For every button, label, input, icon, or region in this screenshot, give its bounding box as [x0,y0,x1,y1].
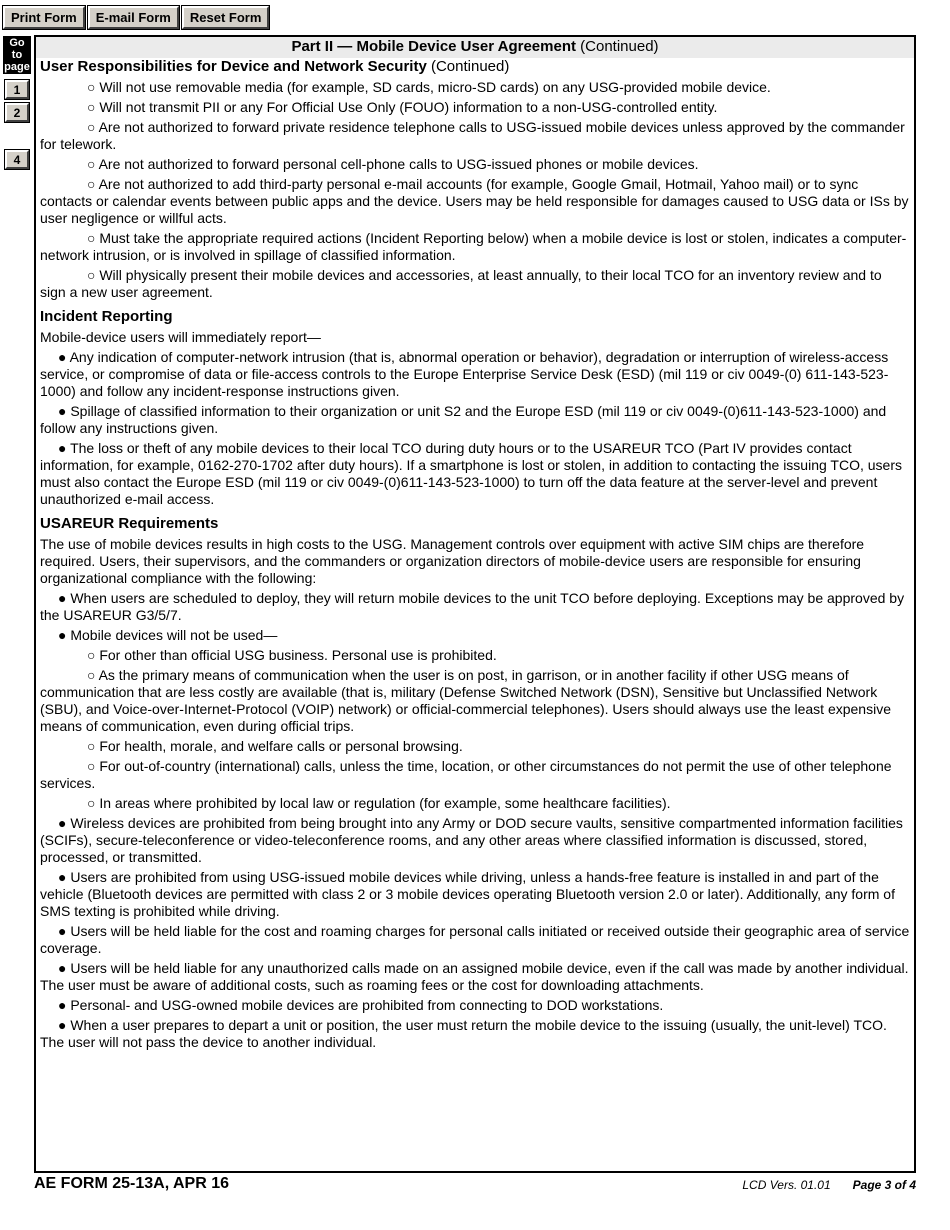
form-identifier: AE FORM 25-13A, APR 16 [34,1175,230,1192]
incident-intro: Mobile-device users will immediately report— [40,329,321,345]
usareur-item: ● When a user prepares to depart a unit or position, the user must return the mobile device to the issuing (usually, the unit-level) TCO. The user will not pass the device to another individual. [40,1017,887,1050]
usareur-item: ● Users will be held liable for the cost and roaming charges for personal calls initiated or received outside their geographic area of service coverage. [40,923,910,956]
usareur-sub-item: ○ As the primary means of communication when the user is on post, in garrison, or in another facility if other USG means of communication that are less costly are available (that is, military (Defense Switched Network (DSN), Sensitive but Unclassified Network (SBU), and Voice-over-Internet-Protocol (VOIP) network) or official-commercial telephones). Users should always use the least expensive means of communication, even during official trips. [40,667,891,734]
usareur-item: ● When users are scheduled to deploy, they will return mobile devices to the unit TCO before deploying. Exceptions may be approved by the USAREUR G3/5/7. [40,590,905,623]
incident-item: ● Spillage of classified information to their organization or unit S2 and the Europe ESD (mil 119 or civ 0049-(0)611-143-523-1000) and follow any instructions given. [40,403,887,436]
go-to-page-1-button[interactable]: 1 [5,80,29,99]
usareur-sub-item: ○ For health, morale, and welfare calls or personal browsing. [87,738,463,754]
go-to-page-line3: page [4,61,30,73]
responsibility-item: ○ Will not transmit PII or any For Official Use Only (FOUO) information to a non-USG-controlled entity. [87,99,718,115]
responsibility-item: ○ Are not authorized to forward personal cell-phone calls to USG-issued phones or mobile devices. [87,156,699,172]
incident-item: ● The loss or theft of any mobile devices to their local TCO during duty hours or to the USAREUR TCO (Part IV provides contact information, for example, 0162-270-1702 after duty hours). If a smartphone is lost or stolen, in addition to contacting the issuing TCO, users must also contact the Europe ESD (mil 119 or civ 0049-(0)611-143-523-1000) to turn off the data feature at the server-level and prevent unauthorized e-mail access. [40,440,902,507]
footer-meta [742,1177,916,1193]
usareur-sub-item: ○ For other than official USG business. Personal use is prohibited. [87,647,497,663]
print-form-button[interactable]: Print Form [3,6,85,29]
page-title: Part II — Mobile Device User Agreement [291,38,576,55]
usareur-item: ● Users will be held liable for any unauthorized calls made on an assigned mobile device, even if the call was made by another individual. The user must be aware of additional costs, such as roaming fees or the cost for downloading attachments. [40,960,909,993]
go-to-page-line1: Go [9,37,25,49]
page-number: Page 3 of 4 [852,1178,916,1192]
responsibility-item: ○ Must take the appropriate required actions (Incident Reporting below) when a mobile device is lost or stolen, indicates a computer-network intrusion, or is involved in spillage of classified information. [40,230,907,263]
go-to-page-2-button[interactable]: 2 [5,103,29,122]
usareur-item: ● Users are prohibited from using USG-issued mobile devices while driving, unless a hands-free feature is installed in and part of the vehicle (Bluetooth devices are permitted with class 2 or 3 mobile devices operating Bluetooth version 2.0 or later). Additionally, any form of SMS texting is prohibited while driving. [40,869,895,919]
go-to-page-4-button[interactable]: 4 [5,150,29,169]
responsibility-item: ○ Are not authorized to forward private residence telephone calls to USG-issued mobile devices unless approved by the commander for telework. [40,119,905,152]
page-title-suffix: (Continued) [576,38,659,55]
email-form-button[interactable]: E-mail Form [88,6,179,29]
usareur-requirements-heading: USAREUR Requirements [40,515,219,532]
form-page [34,35,916,1173]
responsibilities-title-suffix: (Continued) [426,58,510,75]
incident-item: ● Any indication of computer-network intrusion (that is, abnormal operation or behavior), degradation or interruption of wireless-access service, or compromise of data or file-access controls to the Europe Enterprise Service Desk (ESD) (mil 119 or civ 0049-(0) 611-143-523-1000) and follow any incident-response instructions given. [40,349,889,399]
incident-reporting-heading: Incident Reporting [40,308,173,325]
usareur-intro: The use of mobile devices results in high costs to the USG. Management controls over equipment with active SIM chips are therefore required. Users, their supervisors, and the commanders or organization directors of mobile-device users are responsible for ensuring organizational compliance with the following: [40,536,865,586]
usareur-item: ● Mobile devices will not be used— [58,627,278,643]
responsibility-item: ○ Will physically present their mobile devices and accessories, at least annually, to their local TCO for an inventory review and to sign a new user agreement. [40,267,882,300]
form-content [36,58,914,1051]
go-to-page-line2: to [11,49,23,61]
responsibilities-title: User Responsibilities for Device and Network Security [40,58,427,75]
form-toolbar [3,6,269,29]
version-label: LCD Vers. 01.01 [742,1178,831,1192]
usareur-item: ● Personal- and USG-owned mobile devices are prohibited from connecting to DOD workstations. [58,997,664,1013]
reset-form-button[interactable]: Reset Form [182,6,270,29]
usareur-item: ● Wireless devices are prohibited from being brought into any Army or DOD secure vaults, sensitive compartmented information facilities (SCIFs), secure-teleconference or video-teleconference rooms, and any other areas where classified information is discussed, stored, processed, or transmitted. [40,815,903,865]
usareur-sub-item: ○ In areas where prohibited by local law or regulation (for example, some healthcare facilities). [87,795,671,811]
responsibility-item: ○ Will not use removable media (for example, SD cards, micro-SD cards) on any USG-provided mobile device. [87,79,771,95]
page-header [36,37,914,58]
usareur-sub-item: ○ For out-of-country (international) calls, unless the time, location, or other circumstances do not permit the use of other telephone services. [40,758,892,791]
responsibility-item: ○ Are not authorized to add third-party personal e-mail accounts (for example, Google Gmail, Hotmail, Yahoo mail) or to sync contacts or calendar events between public apps and the device. Users may be held responsible for damages caused to USG data or ISs by user negligence or willful acts. [40,176,909,226]
go-to-page-label [3,36,31,74]
responsibilities-heading [40,58,910,76]
